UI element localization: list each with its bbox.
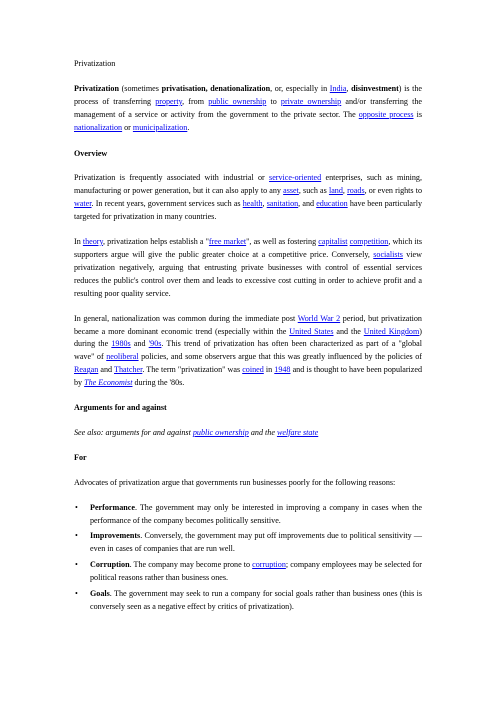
link-theory[interactable]: theory — [82, 237, 104, 247]
for-reasons-list — [74, 502, 422, 614]
link-nationalization[interactable]: nationalization — [74, 122, 123, 132]
bullet-icon: • — [75, 589, 78, 599]
document-page — [74, 58, 422, 617]
list-item-text: Improvements. Conversely, the government may put off improvements due to political sensitivity — even in cases of companies that are run well. — [90, 531, 422, 554]
link-water[interactable]: water — [74, 199, 92, 209]
link-reagan[interactable]: Reagan — [74, 365, 99, 375]
link-roads[interactable]: roads — [347, 186, 365, 196]
link-education[interactable]: education — [316, 199, 348, 209]
link-free-market[interactable]: free market — [208, 237, 247, 247]
intro-paragraph: Privatization (sometimes privatisation, denationalization, or, especially in India, disinvestment) is the process of transferring property, from public ownership to private ownership and/or transferring the management of a service or activity from the government to the private sector. The opposite process is nationalization or municipalization. — [74, 83, 423, 132]
list-item — [74, 502, 422, 528]
link-competition[interactable]: competition — [349, 237, 389, 247]
bold-term: Privatization — [74, 83, 119, 93]
bold-term: disinvestment — [351, 83, 399, 93]
bullet-icon: • — [75, 502, 78, 512]
bold-term: Corruption — [90, 560, 130, 570]
list-item-text: Goals. The government may seek to run a company for social goals rather than business ones (this is conversely seen as a negative effect by critics of privatization). — [90, 589, 422, 611]
link-land[interactable]: land — [328, 186, 343, 196]
link-coined[interactable]: coined — [242, 365, 264, 375]
link-the-economist[interactable]: The Economist — [84, 378, 133, 388]
link-india[interactable]: India — [329, 83, 347, 93]
arguments-heading: Arguments for and against — [74, 403, 167, 413]
link-neoliberal[interactable]: neoliberal — [106, 352, 139, 362]
link-municipalization[interactable]: municipalization — [132, 122, 188, 132]
link-health[interactable]: health — [242, 199, 263, 209]
link-1980s[interactable]: 1980s — [111, 339, 131, 349]
link-private-ownership[interactable]: private ownership — [280, 96, 342, 106]
link-thatcher[interactable]: Thatcher — [114, 365, 143, 375]
list-item — [74, 588, 422, 614]
document-title: Privatization — [74, 59, 116, 68]
list-item — [74, 559, 422, 585]
link-1948[interactable]: 1948 — [274, 365, 291, 375]
link-sanitation[interactable]: sanitation — [266, 199, 299, 209]
bold-term: privatisation, denationalization — [161, 83, 271, 93]
link-united-kingdom[interactable]: United Kingdom — [363, 326, 420, 336]
link-public-ownership[interactable]: public ownership — [192, 427, 249, 437]
link-public-ownership[interactable]: public ownership — [208, 96, 267, 106]
link-property[interactable]: property — [155, 96, 183, 106]
bold-term: Improvements — [90, 531, 141, 541]
list-item-text: Performance. The government may only be interested in improving a company in cases when the performance of the company becomes politically sensitive. — [90, 502, 422, 525]
list-item-text: Corruption. The company may become prone to corruption; company employees may be selected for political reasons rather than business ones. — [90, 560, 423, 583]
bullet-icon: • — [75, 531, 78, 541]
overview-paragraph-2: In theory, privatization helps establish a "free market", as well as fostering capitalist competition, which its supporters argue will give the public greater choice at a competitive price. Conversely, socialists view privatization negatively, arguing that entrusting private businesses with control of essential services reduces the public's control over them and leads to excessive cost cutting in order to achieve profit and a resulting poor quality service. — [74, 237, 423, 298]
bold-term: Goals — [90, 589, 110, 599]
link-asset[interactable]: asset — [283, 186, 299, 196]
overview-heading: Overview — [74, 148, 108, 158]
link-opposite-process[interactable]: opposite process — [358, 109, 414, 119]
link-welfare-state[interactable]: welfare state — [276, 427, 319, 437]
link-90s[interactable]: '90s — [148, 339, 162, 349]
link-socialists[interactable]: socialists — [373, 249, 403, 259]
link-corruption[interactable]: corruption — [252, 560, 286, 570]
link-world-war-2[interactable]: World War 2 — [297, 313, 341, 323]
link-service-oriented[interactable]: service-oriented — [269, 173, 322, 183]
see-also-note: See also: arguments for and against public ownership and the welfare state — [74, 427, 319, 437]
overview-paragraph-1: Privatization is frequently associated with industrial or service-oriented enterprises, such as mining, manufacturing or power generation, but it can also apply to any asset, such as land, roads, or even rights to water. In recent years, government services such as health, sanitation, and education have been particularly targeted for privatization in many countries. — [74, 173, 423, 222]
list-item — [74, 530, 422, 556]
bullet-icon: • — [75, 560, 78, 570]
bold-term: Performance — [90, 502, 135, 512]
overview-paragraph-3: In general, nationalization was common during the immediate post World War 2 period, but privatization became a more dominant economic trend (especially within the United States and the United Kingdom) during the 1980s and '90s. This trend of privatization has often been characterized as part of a "global wave" of neoliberal policies, and some observers argue that this was greatly influenced by the policies of Reagan and Thatcher. The term "privatization" was coined in 1948 and is thought to have been popularized by The Economist during the '80s. — [74, 313, 423, 388]
for-intro-paragraph: Advocates of privatization argue that governments run businesses poorly for the following reasons: — [74, 477, 396, 487]
link-united-states[interactable]: United States — [289, 326, 334, 336]
link-capitalist[interactable]: capitalist — [318, 237, 348, 247]
for-heading: For — [74, 452, 87, 462]
